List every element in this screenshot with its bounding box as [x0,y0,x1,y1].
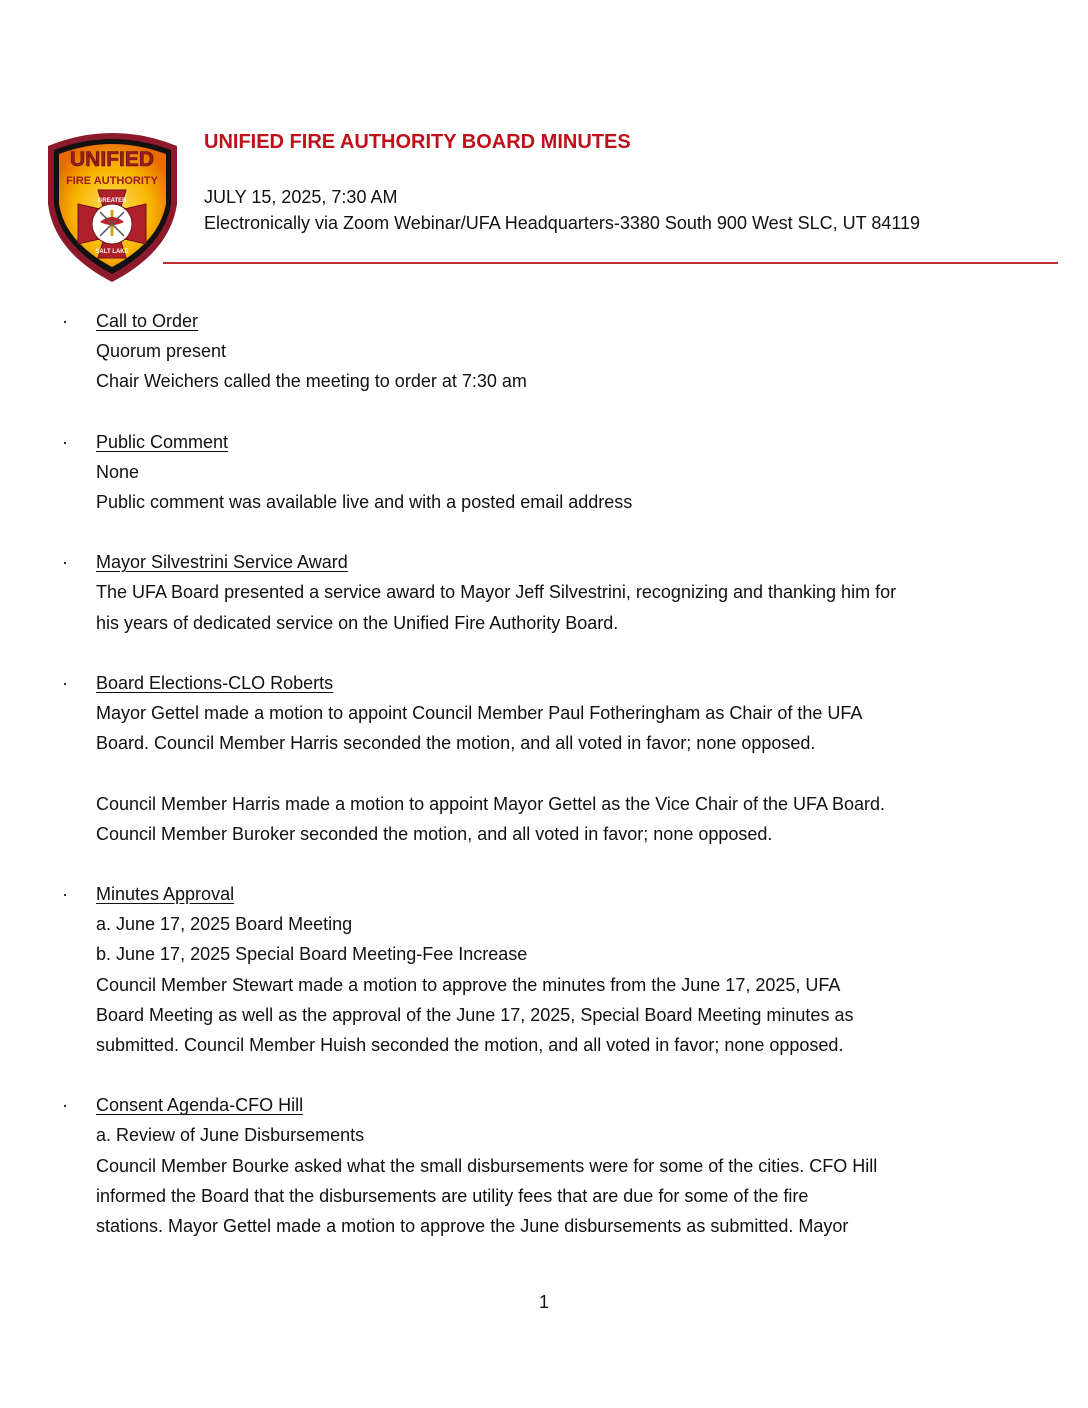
bullet-icon: · [62,884,68,905]
svg-text:UNIFIED: UNIFIED [70,148,154,171]
section-heading: Minutes Approval [96,884,235,905]
section-text: Public comment was available live and with a posted email address [96,492,633,513]
section-heading: Consent Agenda-CFO Hill [96,1095,304,1116]
minutes-body [0,306,1088,1271]
section-text: Council Member Stewart made a motion to approve the minutes from the June 17, 2025, UFA [96,974,841,995]
section-text: The UFA Board presented a service award to Mayor Jeff Silvestrini, recognizing and thanking him for [96,582,897,603]
section-text: None [96,461,140,482]
section-text: his years of dedicated service on the Unified Fire Authority Board. [96,612,619,633]
section-board-elections [0,668,1088,849]
section-heading: Mayor Silvestrini Service Award [96,552,348,573]
section-text: Council Member Buroker seconded the motion, and all voted in favor; none opposed. [96,823,773,844]
meeting-location: Electronically via Zoom Webinar/UFA Headquarters-3380 South 900 West SLC, UT 84119 [204,213,921,233]
section-public-comment [0,427,1088,518]
agenda-subitem: b. June 17, 2025 Special Board Meeting-Fee Increase [96,944,528,965]
page-number: 1 [538,1292,549,1312]
section-text: stations. Mayor Gettel made a motion to approve the June disbursements as submitted. Mayor [96,1216,849,1237]
bullet-icon: · [62,1095,68,1116]
section-minutes-approval [0,879,1088,1060]
section-heading: Call to Order [96,311,199,331]
section-service-award [0,547,1088,638]
agenda-subitem: a. June 17, 2025 Board Meeting [96,914,353,935]
bullet-icon: · [62,431,68,452]
section-text: Board. Council Member Harris seconded the motion, and all voted in favor; none opposed. [96,733,816,754]
section-text: Council Member Bourke asked what the small disbursements were for some of the cities. CFO Hill [96,1155,878,1176]
document-title: UNIFIED FIRE AUTHORITY BOARD MINUTES [204,131,631,153]
bullet-icon: · [62,311,68,331]
fire-badge-icon [40,126,185,284]
section-heading: Board Elections-CLO Roberts [96,672,334,693]
section-text: informed the Board that the disbursements are utility fees that are due for some of the fire [96,1185,809,1206]
section-text: Quorum present [96,341,227,362]
section-text: Chair Weichers called the meeting to order at 7:30 am [96,371,527,392]
agenda-subitem: a. Review of June Disbursements [96,1125,365,1146]
bullet-icon: · [62,672,68,693]
svg-text:GREATER: GREATER [97,198,127,204]
svg-text:FIRE AUTHORITY: FIRE AUTHORITY [66,175,158,187]
header-divider [163,262,1058,264]
svg-text:SALT LAKE: SALT LAKE [95,249,129,255]
section-text: submitted. Council Member Huish seconded the motion, and all voted in favor; none opposed. [96,1035,844,1056]
section-call-to-order [0,306,1088,397]
section-consent-agenda [0,1090,1088,1241]
section-heading: Public Comment [96,431,229,452]
section-text: Board Meeting as well as the approval of the June 17, 2025, Special Board Meeting minutes as [96,1004,854,1025]
paragraph-spacer [0,758,1088,788]
meeting-date: JULY 15, 2025, 7:30 AM [204,187,398,207]
bullet-icon: · [62,552,68,573]
ufa-logo-badge [40,126,185,284]
section-text: Council Member Harris made a motion to appoint Mayor Gettel as the Vice Chair of the UFA Board. [96,793,886,814]
section-text: Mayor Gettel made a motion to appoint Council Member Paul Fotheringham as Chair of the UFA [96,703,863,724]
